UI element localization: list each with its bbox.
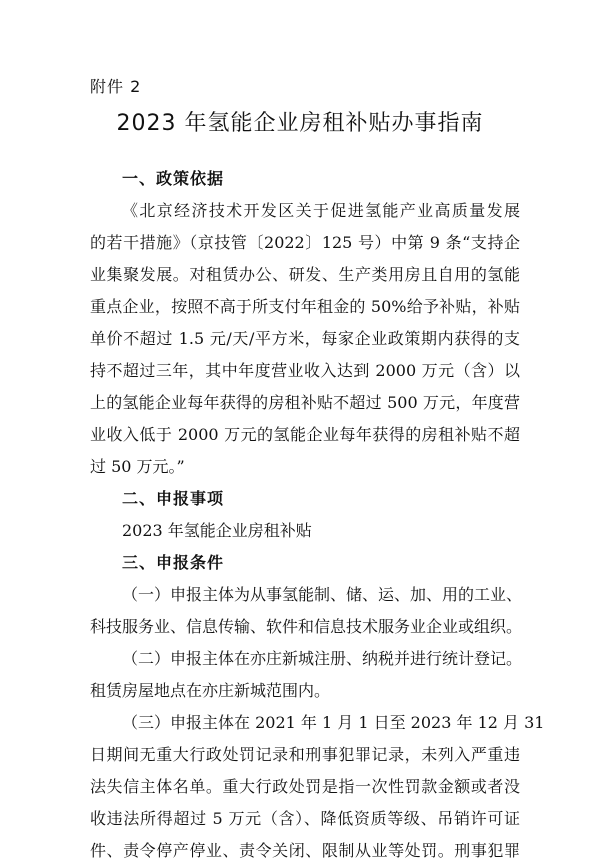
condition-2-line: 租赁房屋地点在亦庄新城范围内。	[90, 681, 331, 700]
attachment-label: 附件 2	[90, 77, 142, 96]
section-heading-policy-basis: 一、政策依据	[122, 169, 225, 188]
document-title: 2023 年氢能企业房租补贴办事指南	[116, 111, 484, 136]
policy-basis-line: 业收入低于 2000 万元的氢能企业每年获得的房租补贴不超	[90, 425, 520, 444]
condition-1-line: 科技服务业、信息传输、软件和信息技术服务业企业或组织。	[90, 617, 523, 636]
policy-basis-line: 业集聚发展。对租赁办公、研发、生产类用房且自用的氢能	[90, 265, 520, 284]
condition-3-line: 收违法所得超过 5 万元（含）、降低资质等级、吊销许可证	[90, 809, 520, 828]
condition-3-line: 法失信主体名单。重大行政处罚是指一次性罚款金额或者没	[90, 777, 520, 796]
policy-basis-line: 过 50 万元。”	[90, 457, 185, 476]
policy-basis-line: 单价不超过 1.5 元/天/平方米，每家企业政策期内获得的支	[90, 329, 520, 348]
policy-basis-line: 持不超过三年，其中年度营业收入达到 2000 万元（含）以	[90, 361, 520, 380]
policy-basis-line: 的若干措施》（京技管〔2022〕125 号）中第 9 条“支持企	[90, 233, 520, 252]
section-heading-conditions: 三、申报条件	[122, 553, 225, 572]
section-heading-application-item: 二、申报事项	[122, 489, 225, 508]
condition-1-line: （一）申报主体为从事氢能制、储、运、加、用的工业、	[122, 585, 523, 604]
condition-3-line: （三）申报主体在 2021 年 1 月 1 日至 2023 年 12 月 31	[122, 713, 545, 732]
condition-3-line: 日期间无重大行政处罚记录和刑事犯罪记录，未列入严重违	[90, 745, 520, 764]
condition-2-line: （二）申报主体在亦庄新城注册、纳税并进行统计登记。	[122, 649, 523, 668]
policy-basis-line: 《北京经济技术开发区关于促进氢能产业高质量发展	[122, 201, 520, 220]
application-item-text: 2023 年氢能企业房租补贴	[122, 521, 312, 540]
policy-basis-line: 重点企业，按照不高于所支付年租金的 50%给予补贴，补贴	[90, 297, 520, 316]
policy-basis-line: 上的氢能企业每年获得的房租补贴不超过 500 万元，年度营	[90, 393, 520, 412]
condition-3-line: 件、责令停产停业、责令关闭、限制从业等处罚。刑事犯罪	[90, 841, 520, 860]
document-body	[90, 163, 545, 867]
